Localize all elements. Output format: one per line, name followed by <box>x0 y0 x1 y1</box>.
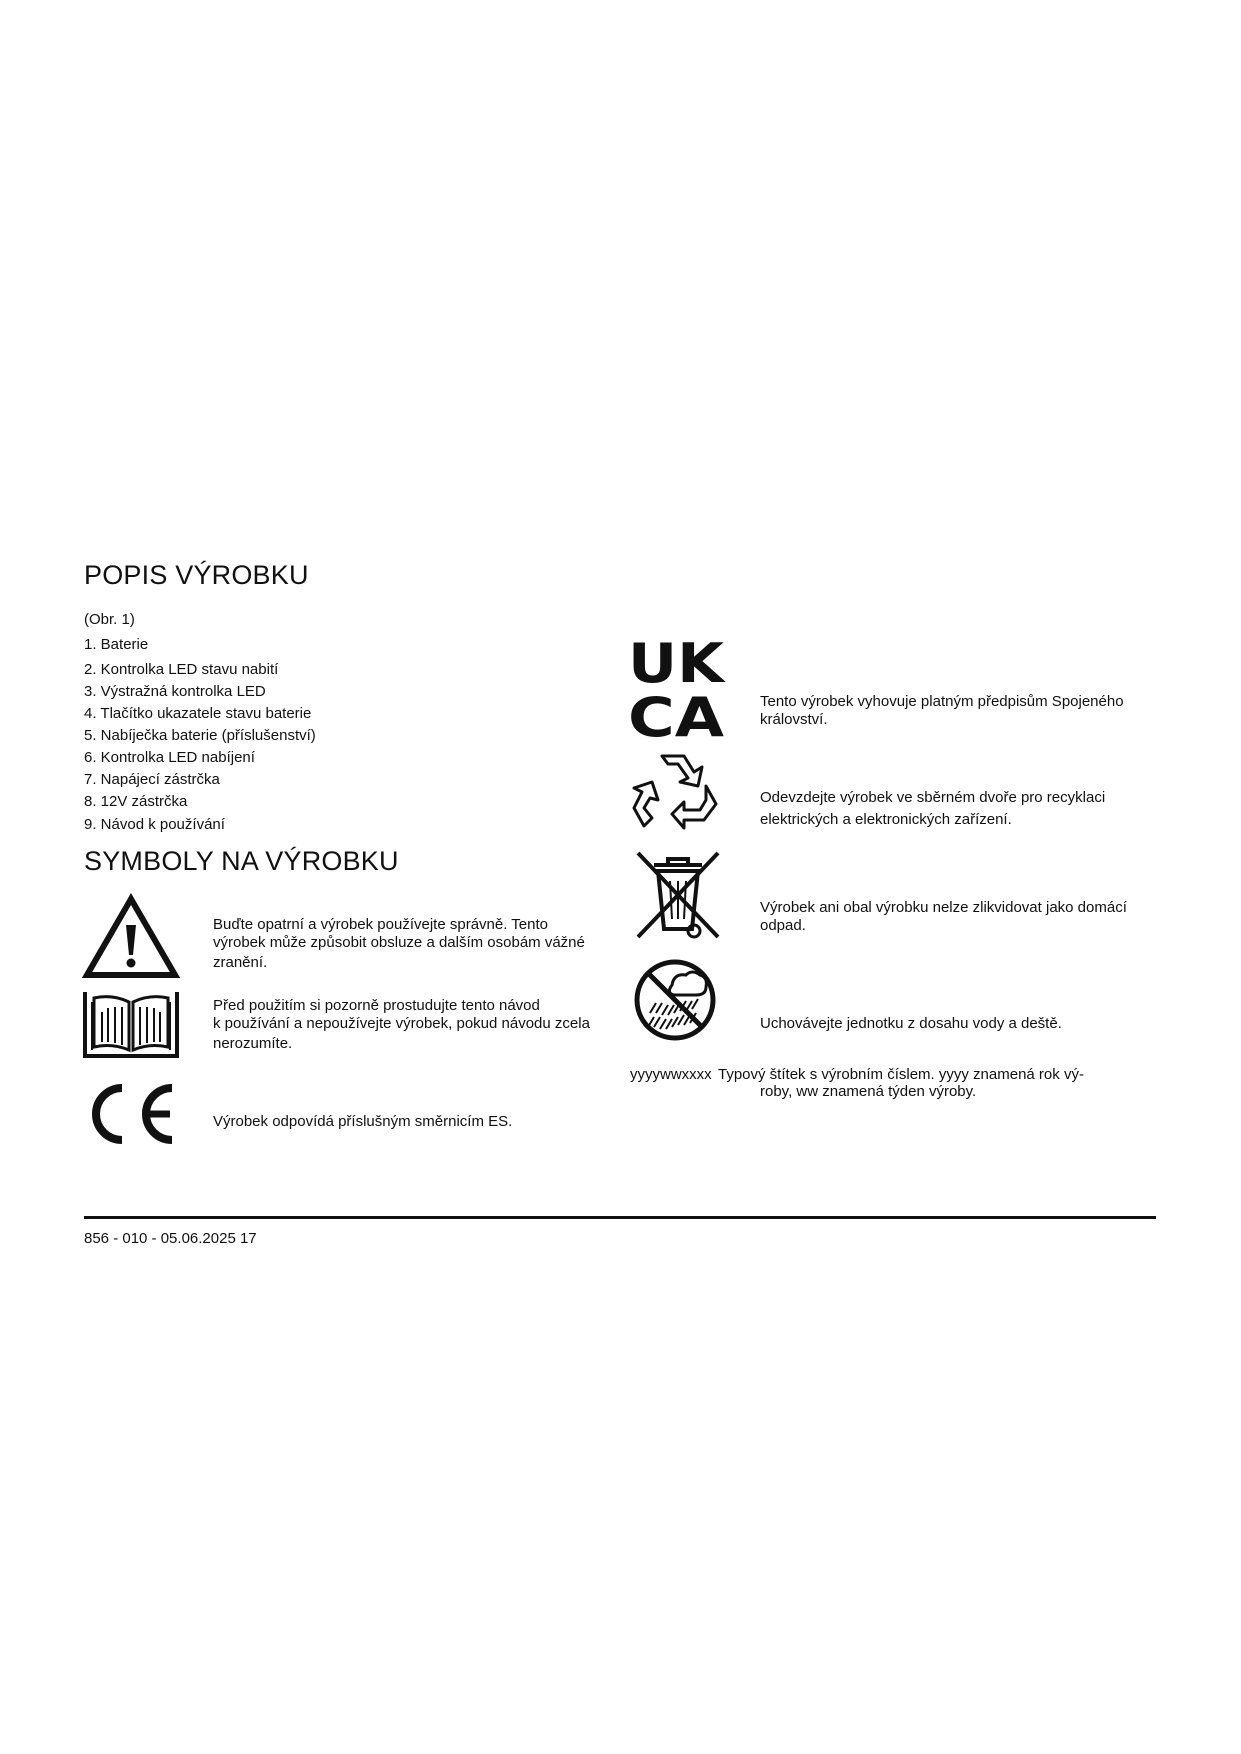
warning-triangle-icon <box>82 893 180 981</box>
footer-page-info: 856 - 010 - 05.06.2025 17 <box>84 1230 257 1247</box>
bin-description: Výrobek ani obal výrobku nelze zlikvidovat jako domácí odpad. <box>760 899 1127 934</box>
list-item: 8. 12V zástrčka <box>84 793 188 810</box>
serial-description-line1: Typový štítek s výrobním číslem. yyyy znamená rok vý- <box>718 1066 1084 1083</box>
list-item: 9. Návod k používání <box>84 816 225 833</box>
list-item: 6. Kontrolka LED nabíjení <box>84 749 255 766</box>
serial-code: yyyywwxxxx <box>630 1066 712 1083</box>
ukca-description: Tento výrobek vyhovuje platným předpisům Spojeného království. <box>760 693 1124 728</box>
manual-description: Před použitím si pozorně prostudujte tento návod k používání a nepoužívejte výrobek, pokud návodu zcela nerozumíte. <box>213 997 590 1052</box>
list-item: 1. Baterie <box>84 636 149 653</box>
recycle-description: Odevzdejte výrobek ve sběrném dvoře pro recyklaci elektrických a elektronických zařízení. <box>760 789 1106 828</box>
svg-text:UK: UK <box>628 638 726 695</box>
list-item: 7. Napájecí zástrčka <box>84 771 220 788</box>
ce-mark-icon <box>84 1082 180 1146</box>
crossed-bin-icon <box>632 847 724 941</box>
ce-description: Výrobek odpovídá příslušným směrnicím ES. <box>213 1113 513 1130</box>
list-item: 4. Tlačítko ukazatele stavu baterie <box>84 705 312 722</box>
list-item: 2. Kontrolka LED stavu nabití <box>84 661 279 678</box>
ukca-mark-icon <box>628 638 726 738</box>
open-book-icon <box>82 990 180 1060</box>
serial-description-line2: roby, ww znamená týden výroby. <box>760 1083 977 1100</box>
no-rain-description: Uchovávejte jednotku z dosahu vody a deště. <box>760 1015 1062 1032</box>
list-item: 5. Nabíječka baterie (příslušenství) <box>84 727 316 744</box>
warning-description: Buďte opatrní a výrobek používejte správně. Tento výrobek může způsobit obsluze a dalším osobám vážné zranění. <box>213 916 585 971</box>
no-rain-icon <box>632 957 718 1043</box>
footer-rule <box>84 1216 1156 1219</box>
list-item: 3. Výstražná kontrolka LED <box>84 683 266 700</box>
recycle-icon <box>632 748 718 832</box>
section-title-product-symbols: SYMBOLY NA VÝROBKU <box>84 846 399 876</box>
figure-reference: (Obr. 1) <box>84 611 135 628</box>
svg-text:CA: CA <box>628 686 725 738</box>
section-title-product-description: POPIS VÝROBKU <box>84 560 309 590</box>
